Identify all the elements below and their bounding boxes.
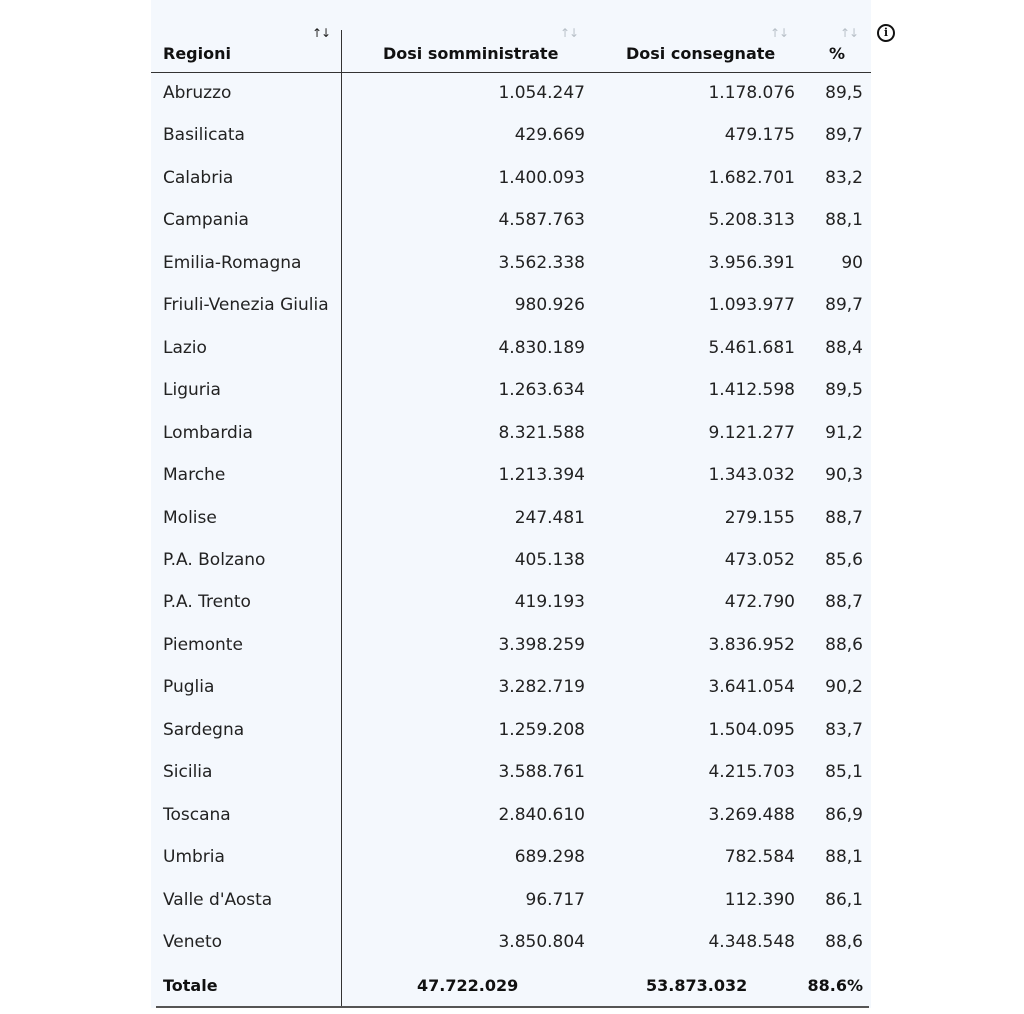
region-cell: P.A. Trento xyxy=(163,592,251,613)
table-row xyxy=(151,582,871,624)
percent-cell: 89,7 xyxy=(825,295,863,316)
table-row xyxy=(151,837,871,879)
administered-cell: 4.587.763 xyxy=(498,210,585,231)
percent-cell: 85,1 xyxy=(825,762,863,783)
delivered-cell: 3.836.952 xyxy=(708,634,795,655)
region-cell: Lazio xyxy=(163,337,207,358)
table-row xyxy=(151,370,871,412)
region-cell: Sardegna xyxy=(163,719,245,740)
delivered-cell: 3.956.391 xyxy=(708,252,795,273)
total-percent: 88.6% xyxy=(807,976,863,995)
delivered-cell: 1.343.032 xyxy=(708,465,795,486)
table-row xyxy=(151,115,871,157)
region-cell: Marche xyxy=(163,465,226,486)
table-row xyxy=(151,795,871,837)
administered-cell: 3.850.804 xyxy=(498,932,585,952)
administered-cell: 247.481 xyxy=(514,507,585,528)
percent-cell: 90,2 xyxy=(825,677,863,698)
region-cell: Valle d'Aosta xyxy=(163,889,273,910)
delivered-cell: 279.155 xyxy=(724,507,795,528)
table-row xyxy=(151,243,871,285)
percent-cell: 85,6 xyxy=(825,549,863,570)
region-cell: Toscana xyxy=(163,804,231,825)
delivered-cell: 4.215.703 xyxy=(708,762,795,783)
delivered-cell: 473.052 xyxy=(724,549,795,570)
percent-cell: 86,9 xyxy=(825,804,863,825)
delivered-cell: 1.504.095 xyxy=(708,719,795,740)
sort-regions-icon[interactable]: ↑↓ xyxy=(312,26,331,40)
delivered-cell: 9.121.277 xyxy=(708,422,795,443)
total-delivered: 53.873.032 xyxy=(646,976,748,995)
percent-cell: 83,2 xyxy=(825,167,863,188)
sort-percent-icon[interactable]: ↑↓ xyxy=(840,26,859,40)
header-doses-administered[interactable]: Dosi somministrate xyxy=(383,44,559,63)
administered-cell: 3.398.259 xyxy=(498,634,585,655)
percent-cell: 89,5 xyxy=(825,83,863,103)
percent-cell: 89,5 xyxy=(825,380,863,401)
administered-cell: 2.840.610 xyxy=(498,804,585,825)
administered-cell: 1.213.394 xyxy=(498,465,585,486)
region-cell: Veneto xyxy=(163,932,223,952)
header-percent[interactable]: % xyxy=(829,44,846,63)
header-regions[interactable]: Regioni xyxy=(163,44,231,63)
table-row xyxy=(151,922,871,964)
administered-cell: 419.193 xyxy=(514,592,585,613)
sort-administered-icon[interactable]: ↑↓ xyxy=(560,26,579,40)
table-row xyxy=(151,540,871,582)
footer-divider xyxy=(156,1006,869,1008)
percent-cell: 88,7 xyxy=(825,592,863,613)
table-header xyxy=(151,0,871,72)
delivered-cell: 3.641.054 xyxy=(708,677,795,698)
delivered-cell: 1.682.701 xyxy=(708,167,795,188)
table-row xyxy=(151,285,871,327)
percent-cell: 88,6 xyxy=(825,634,863,655)
region-cell: P.A. Bolzano xyxy=(163,549,266,570)
administered-cell: 980.926 xyxy=(514,295,585,316)
region-cell: Abruzzo xyxy=(163,83,232,103)
administered-cell: 3.588.761 xyxy=(498,762,585,783)
percent-cell: 89,7 xyxy=(825,125,863,146)
administered-cell: 689.298 xyxy=(514,847,585,868)
total-label: Totale xyxy=(163,976,218,995)
delivered-cell: 1.093.977 xyxy=(708,295,795,316)
table-row xyxy=(151,710,871,752)
administered-cell: 4.830.189 xyxy=(498,337,585,358)
region-cell: Piemonte xyxy=(163,634,243,655)
delivered-cell: 1.412.598 xyxy=(708,380,795,401)
percent-cell: 90,3 xyxy=(825,465,863,486)
region-cell: Campania xyxy=(163,210,249,231)
administered-cell: 3.562.338 xyxy=(498,252,585,273)
region-cell: Puglia xyxy=(163,677,215,698)
table-row xyxy=(151,455,871,497)
region-cell: Molise xyxy=(163,507,217,528)
administered-cell: 405.138 xyxy=(514,549,585,570)
region-cell: Basilicata xyxy=(163,125,245,146)
table-row xyxy=(151,667,871,709)
table-row xyxy=(151,498,871,540)
sort-delivered-icon[interactable]: ↑↓ xyxy=(770,26,789,40)
region-cell: Lombardia xyxy=(163,422,253,443)
table-row xyxy=(151,328,871,370)
header-doses-delivered[interactable]: Dosi consegnate xyxy=(626,44,776,63)
administered-cell: 96.717 xyxy=(525,889,585,910)
percent-cell: 88,6 xyxy=(825,932,863,952)
vaccine-doses-table-panel xyxy=(151,0,871,1008)
delivered-cell: 472.790 xyxy=(724,592,795,613)
administered-cell: 1.400.093 xyxy=(498,167,585,188)
percent-cell: 88,1 xyxy=(825,847,863,868)
table-row xyxy=(151,880,871,922)
region-cell: Sicilia xyxy=(163,762,213,783)
delivered-cell: 479.175 xyxy=(724,125,795,146)
percent-cell: 86,1 xyxy=(825,889,863,910)
percent-cell: 83,7 xyxy=(825,719,863,740)
table-row xyxy=(151,200,871,242)
percent-cell: 88,7 xyxy=(825,507,863,528)
percent-cell: 91,2 xyxy=(825,422,863,443)
delivered-cell: 112.390 xyxy=(724,889,795,910)
delivered-cell: 5.208.313 xyxy=(708,210,795,231)
region-cell: Liguria xyxy=(163,380,221,401)
table-row xyxy=(151,752,871,794)
administered-cell: 3.282.719 xyxy=(498,677,585,698)
delivered-cell: 3.269.488 xyxy=(708,804,795,825)
administered-cell: 1.259.208 xyxy=(498,719,585,740)
region-cell: Calabria xyxy=(163,167,234,188)
delivered-cell: 1.178.076 xyxy=(708,83,795,103)
administered-cell: 8.321.588 xyxy=(498,422,585,443)
percent-cell: 90 xyxy=(841,252,863,273)
administered-cell: 1.263.634 xyxy=(498,380,585,401)
total-row xyxy=(151,965,871,1007)
region-cell: Umbria xyxy=(163,847,225,868)
table-row xyxy=(151,413,871,455)
delivered-cell: 5.461.681 xyxy=(708,337,795,358)
table-row xyxy=(151,73,871,115)
table-row xyxy=(151,625,871,667)
delivered-cell: 4.348.548 xyxy=(708,932,795,952)
percent-cell: 88,4 xyxy=(825,337,863,358)
administered-cell: 429.669 xyxy=(514,125,585,146)
delivered-cell: 782.584 xyxy=(724,847,795,868)
region-cell: Emilia-Romagna xyxy=(163,252,302,273)
administered-cell: 1.054.247 xyxy=(498,83,585,103)
info-icon[interactable]: i xyxy=(877,24,895,42)
table-row xyxy=(151,158,871,200)
total-administered: 47.722.029 xyxy=(417,976,519,995)
region-cell: Friuli-Venezia Giulia xyxy=(163,295,329,316)
percent-cell: 88,1 xyxy=(825,210,863,231)
